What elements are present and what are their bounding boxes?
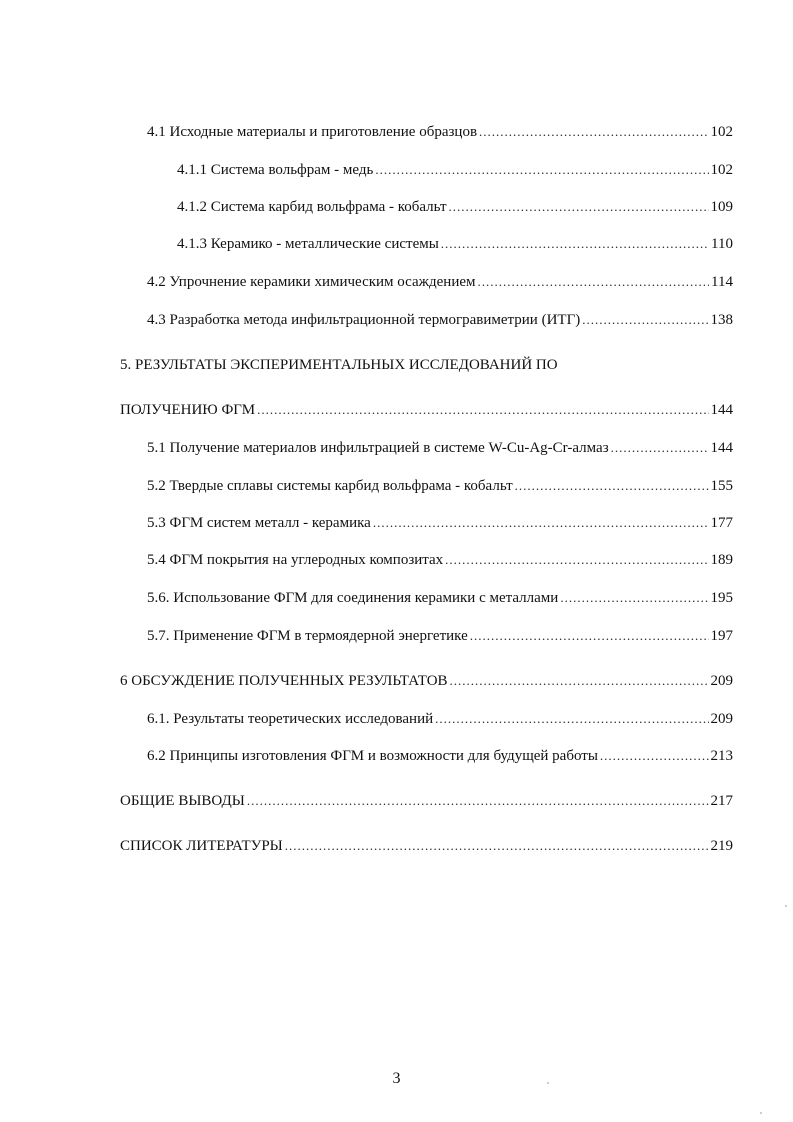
toc-page-number: 219 xyxy=(710,838,733,854)
toc-title: 5.1 Получение материалов инфильтрацией в системе W-Cu-Ag-Cr-алмаз xyxy=(147,440,609,456)
toc-title: 5.3 ФГМ систем металл - керамика xyxy=(147,515,371,531)
toc-heading-5-line1: 5. РЕЗУЛЬТАТЫ ЭКСПЕРИМЕНТАЛЬНЫХ ИССЛЕДОВАНИЙ ПО xyxy=(120,357,558,373)
toc-entry-conclusions xyxy=(120,792,733,810)
toc-entry-4-2 xyxy=(147,273,733,291)
toc-title: 6.1. Результаты теоретических исследований xyxy=(147,711,434,727)
toc-page-number: 189 xyxy=(710,552,733,568)
dot-leader xyxy=(470,627,709,645)
toc-entry-6 xyxy=(120,672,733,690)
toc-page-number: 177 xyxy=(710,515,733,531)
toc-entry-5-6 xyxy=(147,589,733,607)
toc-page-number: 138 xyxy=(710,312,733,328)
dot-leader xyxy=(441,235,709,253)
page-number: 3 xyxy=(392,1070,401,1087)
toc-title: 6.2 Принципы изготовления ФГМ и возможности для будущей работы xyxy=(147,748,598,764)
toc-title: 5.2 Твердые сплавы системы карбид вольфрама - кобальт xyxy=(147,478,513,494)
toc-page-number: 217 xyxy=(710,793,733,809)
dot-leader xyxy=(375,161,708,179)
toc-page-number: 102 xyxy=(710,124,733,140)
toc-entry-6-2 xyxy=(147,747,733,765)
toc-title: 5.7. Применение ФГМ в термоядерной энергетике xyxy=(147,628,468,644)
toc-page-number: 144 xyxy=(710,440,733,456)
toc-entry-4-1-3 xyxy=(177,235,733,253)
toc-page-number: 209 xyxy=(710,673,733,689)
toc-page-number: 155 xyxy=(710,478,733,494)
toc-page-number: 114 xyxy=(711,274,733,290)
toc-title: ОБЩИЕ ВЫВОДЫ xyxy=(120,793,245,809)
toc-page-number: 209 xyxy=(710,711,733,727)
dot-leader xyxy=(257,401,708,419)
toc-entry-6-1 xyxy=(147,710,733,728)
dot-leader xyxy=(285,837,709,855)
toc-page-number: 144 xyxy=(710,402,733,418)
toc-entry-5-4 xyxy=(147,551,733,569)
toc-entry-references xyxy=(120,837,733,855)
toc-entry-5 xyxy=(120,401,733,419)
toc-entry-4-3 xyxy=(147,311,733,329)
toc-entry-5-2 xyxy=(147,477,733,495)
toc-title: 6 ОБСУЖДЕНИЕ ПОЛУЧЕННЫХ РЕЗУЛЬТАТОВ xyxy=(120,673,448,689)
dot-leader xyxy=(247,792,709,810)
toc-title: 4.1.1 Система вольфрам - медь xyxy=(177,162,374,178)
dot-leader xyxy=(515,477,709,495)
toc-page-number: 195 xyxy=(710,590,733,606)
toc-entry-4-1-2 xyxy=(177,198,733,216)
toc-page-number: 110 xyxy=(711,236,733,252)
dot-leader xyxy=(478,273,710,291)
toc-title: 4.3 Разработка метода инфильтрационной термогравиметрии (ИТГ) xyxy=(147,312,581,328)
toc-entry-5-7 xyxy=(147,627,733,645)
dot-leader xyxy=(611,439,709,457)
dot-leader xyxy=(560,589,708,607)
toc-page-number: 197 xyxy=(710,628,733,644)
dot-leader xyxy=(450,672,709,690)
toc-title: 4.1 Исходные материалы и приготовление образцов xyxy=(147,124,478,140)
toc-title: СПИСОК ЛИТЕРАТУРЫ xyxy=(120,838,283,854)
toc-page-number: 213 xyxy=(710,748,733,764)
toc-entry-4-1-1 xyxy=(177,161,733,179)
toc-title: 4.1.3 Керамико - металлические системы xyxy=(177,236,439,252)
toc-title: 4.1.2 Система карбид вольфрама - кобальт xyxy=(177,199,447,215)
dot-leader xyxy=(449,198,709,216)
dot-leader xyxy=(373,514,709,532)
dot-leader xyxy=(600,747,709,765)
scan-speck xyxy=(547,1082,549,1084)
toc-entry-5-1 xyxy=(147,439,733,457)
toc-title: ПОЛУЧЕНИЮ ФГМ xyxy=(120,402,256,418)
toc-entry-4-1 xyxy=(147,123,733,141)
toc-title: 5.6. Использование ФГМ для соединения керамики с металлами xyxy=(147,590,559,606)
toc-title: 4.2 Упрочнение керамики химическим осаждением xyxy=(147,274,476,290)
scan-speck xyxy=(760,1112,762,1114)
dot-leader xyxy=(582,311,708,329)
toc-title: 5.4 ФГМ покрытия на углеродных композитах xyxy=(147,552,444,568)
toc-page-number: 102 xyxy=(710,162,733,178)
dot-leader xyxy=(445,551,708,569)
toc-entry-5-3 xyxy=(147,514,733,532)
dot-leader xyxy=(435,710,708,728)
scan-speck xyxy=(785,905,787,907)
toc-page-number: 109 xyxy=(710,199,733,215)
dot-leader xyxy=(479,123,708,141)
